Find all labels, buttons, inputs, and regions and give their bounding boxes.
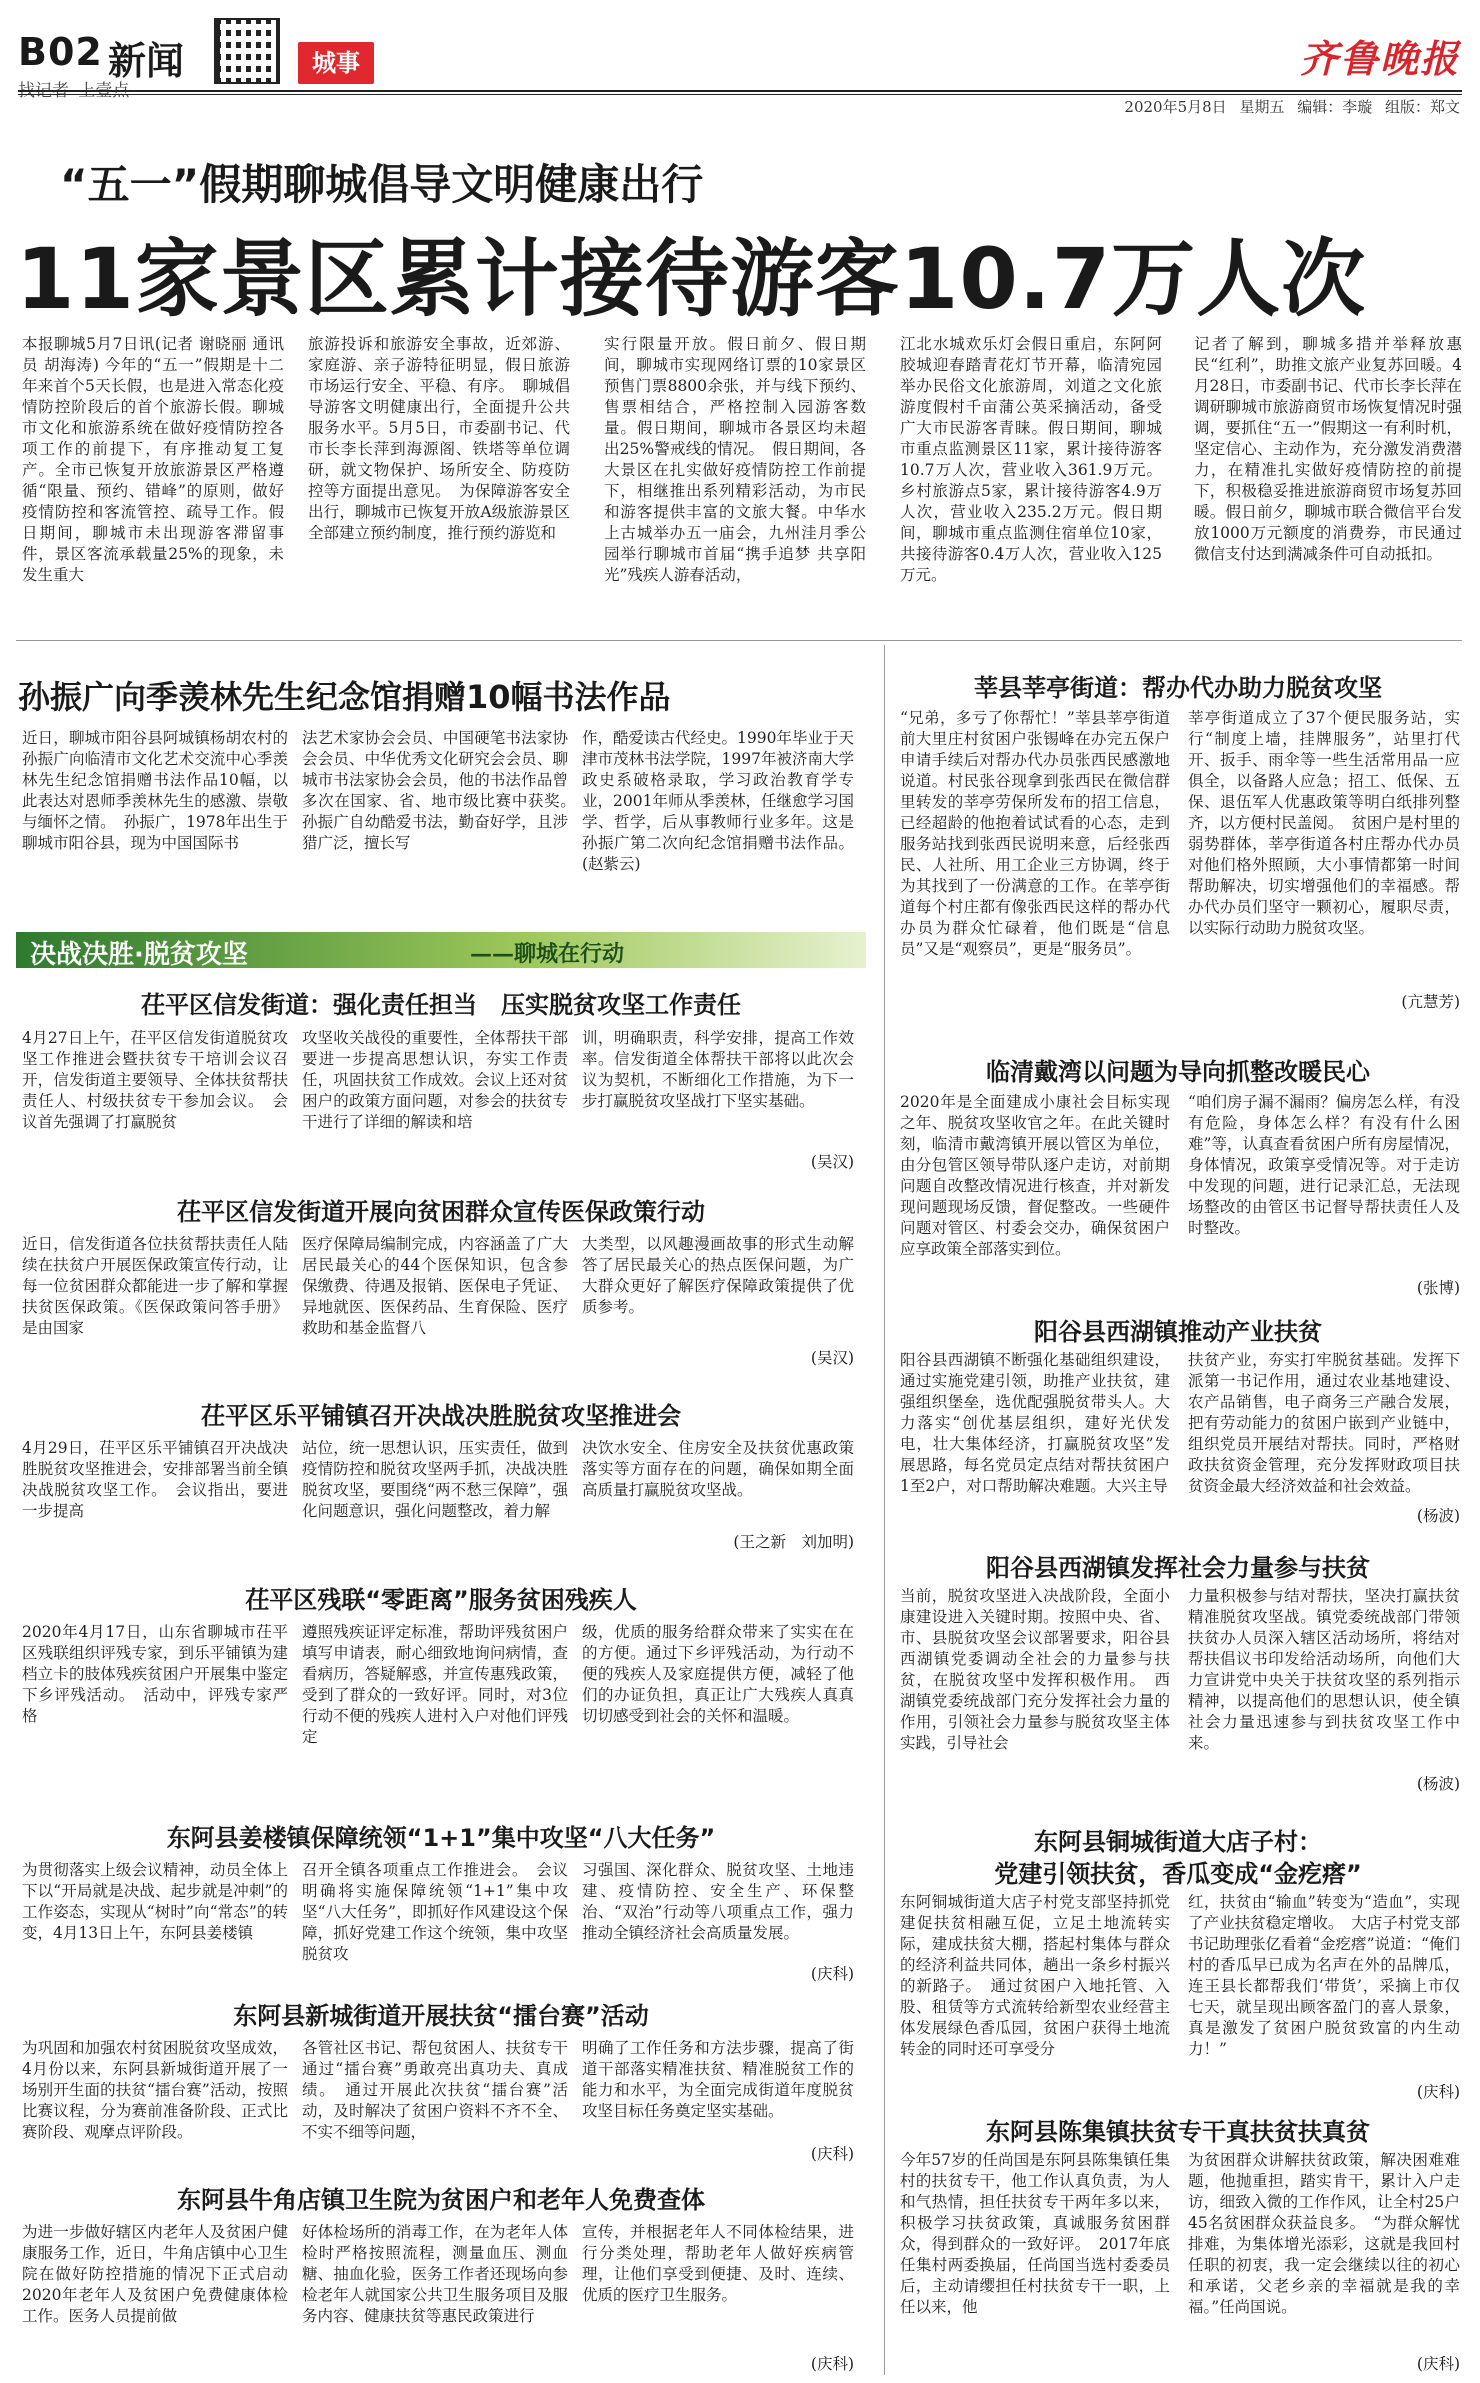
article-col: 级，优质的服务给群众带来了实实在在的方便。通过下乡评残活动，为行动不便的残疾人及家庭提供方便，减轻了他们的办证负担，真正让广大残疾人真真切切感受到社会的关怀和温暖。: [582, 1623, 854, 1725]
article-col: 4月27日上午，茌平区信发街道脱贫攻坚工作推进会暨扶贫专干培训会议召开，信发街道主要领导、全体扶贫帮扶责任人、村级扶贫专干参加会议。 会议首先强调了打赢脱贫: [22, 1029, 288, 1131]
article-col: 今年57岁的任尚国是东阿县陈集镇任集村的扶贫专干，他工作认真负责，为人和气热情，担任扶贫专干两年多以来，积极学习扶贫政策，真诚服务贫困群众，得到群众的一致好评。 2017年底任集村两委换届，任尚国当选村委委员后，主动请缨担任村扶贫专干一职，上任以来，他: [900, 2151, 1170, 2316]
article-col: 医疗保障局编制完成，内容涵盖了广大居民最关心的44个医保知识，包含参保缴费、待遇及报销、医保电子凭证、异地就医、医保药品、生育保险、医疗救助和基金监督八: [302, 1235, 568, 1337]
byline: (庆科): [810, 1965, 854, 1983]
editor-line: [18, 76, 129, 101]
article-col: 好体检场所的消毒工作，在为老年人体检时严格按照流程，测量血压、测血糖、抽血化验，医务工作者还现场向参检老年人就国家公共卫生服务项目及服务内容、健康扶贫等惠民政策进行: [302, 2223, 568, 2325]
article-headline: 茌平区残联“零距离”服务贫困残疾人: [245, 1586, 637, 1614]
article-col: 站位，统一思想认识，压实责任，做到疫情防控和脱贫攻坚两手抓，决战决胜脱贫攻坚，要围绕“两不愁三保障”，强化问题意识，强化问题整改，着力解: [302, 1439, 568, 1520]
lead-col-5: 记者了解到，聊城多措并举释放惠民“红利”，助推文旅产业复苏回暖。4月28日，市委副书记、代市长李长萍在调研聊城市旅游商贸市场恢复情况时强调，要抓住“五一”假期这一有利时机，坚定信心、主动作为，充分激发消费潜力，在精准扎实做好疫情防控的前提下，积极稳妥推进旅游商贸市场复苏回暖。假日前夕，聊城市联合微信平台发放1000万元额度的消费券，市民通过微信支付达到满减条件可自动抵扣。: [1194, 335, 1462, 563]
article-col: 东阿铜城街道大店子村党支部坚持抓党建促扶贫相融互促，立足土地流转实际，建成扶贫大棚，搭起村集体与群众的经济利益共同体，趟出一条乡村振兴的新路子。 通过贫困户入地托管、入股、租赁等方式流转给新型农业经营主体发展绿色香瓜园，贫困户获得土地流转金的同时还可享受分: [900, 1893, 1170, 2058]
article-col: 为贯彻落实上级会议精神，动员全体上下以“开局就是决战、起步就是冲刺”的工作姿态，实现从“树时”向“常态”的转变，4月13日上午，东阿县姜楼镇: [22, 1861, 288, 1942]
article-headline: 东阿县新城街道开展扶贫“擂台赛”活动: [233, 2002, 649, 2030]
article-col: 各管社区书记、帮包贫困人、扶贫专干通过“擂台赛”勇敢亮出真功夫、真成绩。 通过开展此次扶贫“擂台赛”活动，及时解决了贫困户资料不齐不全、不实不细等问题，: [302, 2039, 568, 2141]
article-col: 攻坚收关战役的重要性，全体帮扶干部要进一步提高思想认识，夯实工作责任，巩固扶贫工作成效。会议上还对贫困户的政策方面问题，对参会的扶贫专干进行了详细的解读和培: [302, 1029, 568, 1131]
lead-col-2: 旅游投诉和旅游安全事故，近郊游、家庭游、亲子游特征明显，假日旅游市场运行安全、平稳、有序。 聊城倡导游客文明健康出行，全面提升公共服务水平。5月5日，市委副书记、代市长李长萍到海源阁、铁塔等单位调研，就文物保护、场所安全、防疫防控等方面提出意见。 为保障游客安全出行，聊城市已恢复开放A级旅游景区全部建立预约制度，推行预约游览和: [308, 335, 570, 542]
column-divider: [884, 645, 885, 2375]
header-rule-thin: [18, 94, 1462, 95]
calligraphy-col-2: 法艺术家协会会员、中国硬笔书法家协会会员、中华优秀文化研究会会员、聊城市书法家协会会员，他的书法作品曾多次在国家、省、地市级比赛中获奖。 孙振广自幼酷爱书法，勤奋好学，且涉猎广泛，擅长写: [302, 729, 584, 852]
article-col: 为巩固和加强农村贫困脱贫攻坚成效，4月份以来，东阿县新城街道开展了一场别开生面的扶贫“擂台赛”活动，按照比赛议程，分为赛前准备阶段、正式比赛阶段、观摩点评阶段。: [22, 2039, 288, 2141]
article-headline: 茌平区乐平铺镇召开决战决胜脱贫攻坚推进会: [201, 1402, 681, 1430]
article-col: 当前，脱贫攻坚进入决战阶段，全面小康建设进入关键时期。按照中央、省、市、县脱贫攻坚会议部署要求，阳谷县西湖镇党委调动全社会的力量参与扶贫，在脱贫攻坚中发挥积极作用。 西湖镇党委统战部门充分发挥社会力量的作用，引领社会力量参与脱贫攻坚主体实践，引导社会: [900, 1587, 1170, 1752]
article-col: 宣传，并根据老年人不同体检结果，进行分类处理，帮助老年人做好疾病管理，让他们享受到便捷、及时、连续、优质的医疗卫生服务。: [582, 2223, 854, 2304]
article-col: 红，扶贫由“输血”转变为“造血”，实现了产业扶贫稳定增收。 大店子村党支部书记助理张亿看着“金疙瘩”说道：“俺们村的香瓜早已成为名声在外的品牌瓜，连王县长都帮我们‘带货’，采摘上市仅七天，就呈现出顾客盈门的喜人景象，真是激发了贫困户脱贫致富的内生动力！”: [1188, 1893, 1460, 2058]
article-col: 为贫困群众讲解扶贫政策，解决困难难题，他抛重担，踏实肯干，累计入户走访，细致入微的工作作风，让全村25户45名贫困群众获益良多。 “为群众解忧排难，为集体增光添彩，这就是我回村任职的初衷，我一定会继续以往的初心和承诺，父老乡亲的幸福就是我的幸福。”任尚国说。: [1188, 2151, 1460, 2316]
calligraphy-col-3: 作，酷爱读古代经史。1990年毕业于天津市茂林书法学院，1997年被济南大学政史系破格录取，学习政治教育学专业，2001年师从季羡林，任继愈学习国学、哲学，后从事教师行业多年。这是孙振广第二次向纪念馆捐赠书法作品。(赵紫云): [582, 729, 854, 873]
lead-col-3: 实行限量开放。假日前夕、假日期间，聊城市实现网络订票的10家景区预售门票8800余张，并与线下预约、售票相结合，严格控制入园游客数量。假日期间，聊城市各景区均未超出25%警戒线的情况。 假日期间，各大景区在扎实做好疫情防控工作前提下，相继推出系列精彩活动，为市民和游客提供丰富的文旅大餐。中华水上古城举办五一庙会，九州洼月季公园举行聊城市首届“携手追梦 共享阳光”残疾人游春活动，: [604, 335, 866, 584]
article-subheadline: 党建引领扶贫，香瓜变成“金疙瘩”: [994, 1860, 1362, 1888]
article-col: “兄弟，多亏了你帮忙！”莘县莘亭街道前大里庄村贫困户张锡峰在办完五保户申请手续后对帮办代办员张西民感激地说道。村民张谷现拿到张西民在微信群里转发的莘亭劳保所发布的招工信息，已经超龄的他抱着试试看的心态，走到服务站找到张西民说明来意，后经张西民、人社所、用工企业三方协调，终于为其找到了一份满意的工作。在莘亭街道每个村庄都有像张西民这样的帮办代办员为群众忙碌着，他们既是“信息员”又是“观察员”，更是“服务员”。: [900, 709, 1170, 958]
issue-info: 2020年5月8日 星期五 编辑：李璇 组版：郑文: [1124, 98, 1460, 116]
byline: (杨波): [1416, 1775, 1460, 1793]
article-col: 决饮水安全、住房安全及扶贫优惠政策落实等方面存在的问题，确保如期全面高质量打赢脱贫攻坚战。: [582, 1439, 854, 1499]
byline: (张博): [1416, 1279, 1460, 1297]
calligraphy-col-1: 近日，聊城市阳谷县阿城镇杨胡农村的孙振广向临清市文化艺术交流中心季羡林先生纪念馆捐赠书法作品10幅，以此表达对恩师季羡林先生的感激、崇敬与缅怀之情。 孙振广，1978年出生于聊城市阳谷县，现为中国国际书: [22, 729, 288, 852]
article-col: “咱们房子漏不漏雨？偏房怎么样，有没有危险，身体怎么样？有没有什么困难”等，认真查看贫困户所有房屋情况，身体情况，政策享受情况等。对于走访中发现的问题，进行记录汇总，无法现场整改的由管区书记督导帮扶责任人及时整改。: [1188, 1093, 1460, 1237]
article-col: 2020年是全面建成小康社会目标实现之年、脱贫攻坚收官之年。在此关键时刻，临清市戴湾镇开展以管区为单位，由分包管区领导带队逐户走访，对前期问题自改整改情况进行核查，并对新发现问题现场反馈，督促整改。一些硬件问题对管区、村委会交办，确保贫困户应享政策全部落实到位。: [900, 1093, 1170, 1258]
byline: (庆科): [1416, 2355, 1460, 2373]
calligraphy-headline: 孙振广向季羡林先生纪念馆捐赠10幅书法作品: [18, 678, 671, 716]
article-col: 大类型，以风趣漫画故事的形式生动解答了居民最关心的热点医保问题，为广大群众更好了解医疗保障政策提供了优质参考。: [582, 1235, 854, 1316]
article-col: 2020年4月17日，山东省聊城市茌平区残联组织评残专家，到乐平铺镇为建档立卡的肢体残疾贫困户开展集中鉴定下乡评残活动。 活动中，评残专家严格: [22, 1623, 288, 1725]
article-headline: 莘县莘亭街道：帮办代办助力脱贫攻坚: [974, 674, 1382, 702]
byline: (亢慧芳): [1401, 993, 1460, 1011]
lead-col-1: 本报聊城5月7日讯(记者 谢晓丽 通讯员 胡海涛) 今年的“五一”假期是十二年来首个5天长假，也是进入常态化疫情防控阶段后的首个旅游长假。聊城市文化和旅游系统在做好疫情防控各项工作的前提下，有序推动复工复产。全市已恢复开放旅游景区严格遵循“限量、预约、错峰”的原则，做好疫情防控和客流管控、疏导工作。假日期间，聊城市未出现游客滞留事件，景区客流承载量25%的现象，未发生重大: [22, 335, 284, 584]
section-tag: 城事: [298, 42, 374, 84]
article-headline: 茌平区信发街道开展向贫困群众宣传医保政策行动: [177, 1198, 705, 1226]
article-col: 召开全镇各项重点工作推进会。 会议明确将实施保障统领“1+1”集中攻坚“八大任务”，即抓好作风建设这个保障，抓好党建工作这个统领，集中攻坚脱贫攻: [302, 1861, 568, 1963]
article-col: 为进一步做好辖区内老年人及贫困户健康服务工作，近日，牛角店镇中心卫生院在做好防控措施的情况下正式启动2020年老年人及贫困户免费健康体检工作。医务人员提前做: [22, 2223, 288, 2325]
article-headline: 茌平区信发街道：强化责任担当 压实脱贫攻坚工作责任: [141, 991, 741, 1019]
byline: (庆科): [810, 2355, 854, 2373]
article-col: 习强国、深化群众、脱贫攻坚、土地违建、疫情防控、安全生产、环保整治、“双治”行动等八项重点工作，强力推动全镇经济社会高质量发展。: [582, 1861, 854, 1942]
lead-kicker: “五一”假期聊城倡导文明健康出行: [60, 160, 704, 209]
banner-title: 决战决胜·脱贫攻坚: [30, 940, 248, 970]
article-headline: 阳谷县西湖镇推动产业扶贫: [1034, 1318, 1322, 1346]
divider: [16, 640, 1462, 641]
byline: (吴汉): [810, 1349, 854, 1367]
article-col: 力量积极参与结对帮扶，坚决打赢扶贫精准脱贫攻坚战。镇党委统战部门带领扶贫办人员深入辖区活动场所，将结对帮扶倡议书印发给活动场所，向他们大力宣讲党中央关于扶贫攻坚的系列指示精神，以提高他们的思想认识，使全镇社会力量迅速参与到扶贫攻坚工作中来。: [1188, 1587, 1460, 1752]
lead-col-4: 江北水城欢乐灯会假日重启，东阿阿胶城迎春踏青花灯节开幕，临清宛园举办民俗文化旅游周，刘道之文化旅游度假村千亩蒲公英采摘活动，备受广大市民游客青睐。假日期间，聊城市重点监测景区11家，累计接待游客10.7万人次，营业收入361.9万元。乡村旅游点5家，累计接待游客4.9万人次，营业收入235.2万元。假日期间，聊城市重点监测住宿单位10家，共接待游客0.4万人次，营业收入125万元。: [900, 335, 1162, 584]
byline: (王之新 刘加明): [733, 1533, 854, 1551]
article-headline: 东阿县姜楼镇保障统领“1+1”集中攻坚“八大任务”: [166, 1824, 716, 1852]
article-col: 近日，信发街道各位扶贫帮扶责任人陆续在扶贫户开展医保政策宣传行动，让每一位贫困群众都能进一步了解和掌握扶贫医保政策。《医保政策问答手册》是由国家: [22, 1235, 288, 1337]
article-col: 遵照残疾证评定标准，帮助评残贫困户填写申请表，耐心细致地询问病情，查看病历，答疑解惑，并宣传惠残政策，受到了群众的一致好评。同时，对3位行动不便的残疾人进村入户对他们评残定: [302, 1623, 568, 1746]
article-headline: 临清戴湾以问题为导向抓整改暖民心: [986, 1058, 1370, 1086]
article-headline: 东阿县陈集镇扶贫专干真扶贫扶真贫: [986, 2118, 1370, 2146]
article-col: 莘亭街道成立了37个便民服务站，实行“制度上墙，挂牌服务”，站里打代开、扳手、雨伞等一些生活常用品一应俱全，以备路人应急；招工、低保、五保、退伍军人优惠政策等明白纸排列整齐，以方便村民盖阅。 贫困户是村里的弱势群体，莘亭街道各村庄帮办代办员对他们格外照顾，大小事情都第一时间帮助解决，切实增强他们的幸福感。帮办代办员们坚守一颗初心，履职尽责，以实际行动助力脱贫攻坚。: [1188, 709, 1460, 937]
page-number: B02: [18, 30, 103, 74]
article-headline: 阳谷县西湖镇发挥社会力量参与扶贫: [986, 1554, 1370, 1582]
banner-subtitle: ——聊城在行动: [470, 941, 625, 967]
article-col: 扶贫产业，夯实打牢脱贫基础。发挥下派第一书记作用，通过农业基地建设、农产品销售，电子商务三产融合发展，把有劳动能力的贫困户嵌到产业链中，组织党员开展结对帮扶。同时，严格财政扶贫资金管理，充分发挥财政项目扶贫资金最大经济效益和社会效益。: [1188, 1351, 1460, 1495]
byline: (庆科): [1416, 2083, 1460, 2101]
byline: (吴汉): [810, 1153, 854, 1171]
article-headline: 东阿县牛角店镇卫生院为贫困户和老年人免费查体: [177, 2186, 705, 2214]
section-title: 新闻: [108, 39, 185, 83]
article-col: 阳谷县西湖镇不断强化基础组织建设，通过实施党建引领，助推产业扶贫，建强组织堡垒，选优配强脱贫带头人。大力落实“创优基层组织，建好光伏发电，壮大集体经济，打赢脱贫攻坚”发展思路，每名党员定点结对帮扶贫困户1至2户，对口帮助解决难题。大兴主导: [900, 1351, 1170, 1495]
article-col: 训，明确职责，科学安排，提高工作效率。信发街道全体帮扶干部将以此次会议为契机，不断细化工作措施，为下一步打赢脱贫攻坚战打下坚实基础。: [582, 1029, 854, 1110]
lead-headline: 11家景区累计接待游客10.7万人次: [16, 230, 1367, 328]
byline: (杨波): [1416, 1507, 1460, 1525]
qr-code-pattern: [220, 24, 274, 78]
header-rule: [18, 90, 1462, 92]
article-headline: 东阿县铜城街道大店子村：: [1034, 1828, 1322, 1856]
newspaper-logo: 齐鲁晚报: [1299, 36, 1460, 81]
article-col: 4月29日，茌平区乐平铺镇召开决战决胜脱贫攻坚推进会，安排部署当前全镇决战脱贫攻坚工作。 会议指出，要进一步提高: [22, 1439, 288, 1520]
article-col: 明确了工作任务和方法步骤，提高了街道干部落实精准扶贫、精准脱贫工作的能力和水平，为全面完成街道年度脱贫攻坚目标任务奠定坚实基础。: [582, 2039, 854, 2120]
byline: (庆科): [810, 2145, 854, 2163]
